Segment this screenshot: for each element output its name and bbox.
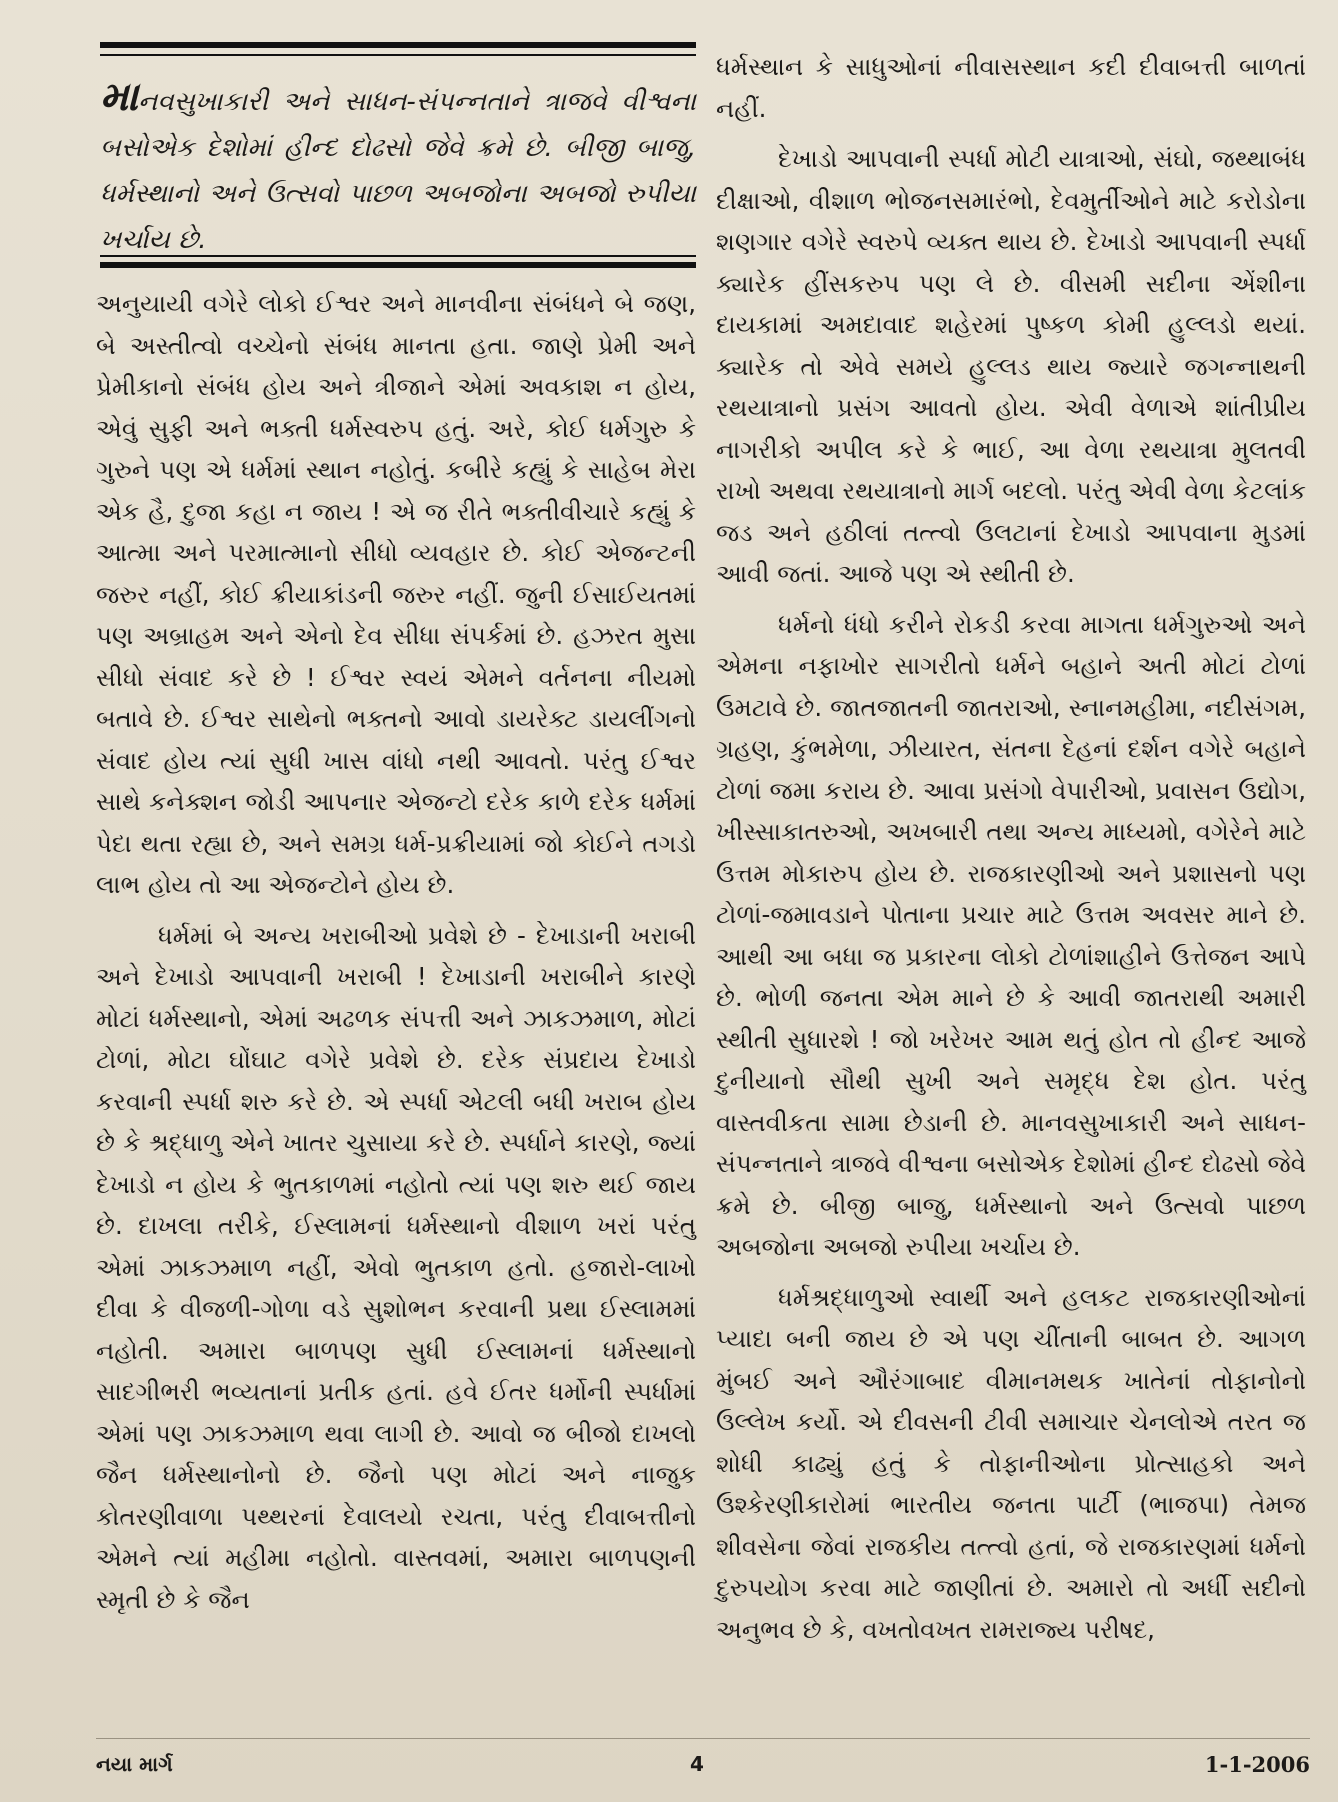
pull-quote-bottom-rules [100,255,696,274]
pull-quote-body: નવસુખાકારી અને સાધન-સંપન્નતાને ત્રાજવે વીશ્વના બસોએક દેશોમાં હીન્દ દોઢસો જેવે ક્રમે છે. બીજી બાજુ, ધર્મસ્થાનો અને ઉત્સવો પાછળ અબજોના અબજો રુપીયા ખર્ચાય છે. [100,87,696,255]
right-column [716,46,1306,1659]
right-paragraph-2: દેખાડો આપવાની સ્પર્ધા મોટી યાત્રાઓ, સંઘો, જથ્થાબંધ દીક્ષાઓ, વીશાળ ભોજનસમારંભો, દેવમુર્તીઓને માટે કરોડોના શણગાર વગેરે સ્વરુપે વ્યક્ત થાય છે. દેખાડો આપવાની સ્પર્ધા ક્યારેક હીંસકરુપ પણ લે છે. વીસમી સદીના એંશીના દાયકામાં અમદાવાદ શહેરમાં પુષ્કળ કોમી હુલ્લડો થયાં. ક્યારેક તો એવે સમયે હુલ્લડ થાય જ્યારે જગન્નાથની રથયાત્રાનો પ્રસંગ આવતો હોય. એવી વેળાએ શાંતીપ્રીય નાગરીકો અપીલ કરે કે ભાઈ, આ વેળા રથયાત્રા મુલતવી રાખો અથવા રથયાત્રાનો માર્ગ બદલો. પરંતુ એવી વેળા કેટલાંક જડ અને હઠીલાં તત્ત્વો ઉલટાનાં દેખાડો આપવાના મુડમાં આવી જતાં. આજે પણ એ સ્થીતી છે. [716,144,1306,588]
right-paragraph-1: ધર્મસ્થાન કે સાધુઓનાં નીવાસસ્થાન કદી દીવાબત્તી બાળતાં નહીં. [716,52,1306,123]
issue-date: 1-1-2006 [1204,1752,1310,1777]
left-paragraph-2: ધર્મમાં બે અન્ય ખરાબીઓ પ્રવેશે છે - દેખાડાની ખરાબી અને દેખાડો આપવાની ખરાબી ! દેખાડાની ખરાબીને કારણે મોટાં ધર્મસ્થાનો, એમાં અઢળક સંપત્તી અને ઝાકઝમાળ, મોટાં ટોળાં, મોટા ઘોંઘાટ વગેરે પ્રવેશે છે. દરેક સંપ્રદાય દેખાડો કરવાની સ્પર્ધા શરુ કરે છે. એ સ્પર્ધા એટલી બધી ખરાબ હોય છે કે શ્રદ્ધાળુ એને ખાતર ચુસાયા કરે છે. સ્પર્ધાને કારણે, જ્યાં દેખાડો ન હોય કે ભુતકાળમાં નહોતો ત્યાં પણ શરુ થઈ જાય છે. દાખલા તરીકે, ઈસ્લામનાં ધર્મસ્થાનો વીશાળ ખરાં પરંતુ એમાં ઝાકઝમાળ નહીં, એવો ભુતકાળ હતો. હજારો-લાખો દીવા કે વીજળી-ગોળા વડે સુશોભન કરવાની પ્રથા ઈસ્લામમાં નહોતી. અમારા બાળપણ સુધી ઈસ્લામનાં ધર્મસ્થાનો સાદગીભરી ભવ્યતાનાં પ્રતીક હતાં. હવે ઈતર ધર્મોની સ્પર્ધામાં એમાં પણ ઝાકઝમાળ થવા લાગી છે. આવો જ બીજો દાખલો જૈન ધર્મસ્થાનોનો છે. જૈનો પણ મોટાં અને નાજુક કોતરણીવાળા પથ્થરનાં દેવાલયો રચતા, પરંતુ દીવાબત્તીનો એમને ત્યાં મહીમા નહોતો. વાસ્તવમાં, અમારા બાળપણની સ્મૃતી છે કે જૈન [96,920,696,1614]
pull-quote-bottom-thin-rule [100,255,696,257]
page-footer [96,1752,1310,1786]
pull-quote-top-rule [100,42,696,48]
publication-name: નયા માર્ગ [96,1752,173,1776]
pull-quote-text [100,56,696,275]
left-paragraph-1: અનુયાયી વગેરે લોકો ઈશ્વર અને માનવીના સંબંધને બે જણ, બે અસ્તીત્વો વચ્ચેનો સંબંધ માનતા હતા. જાણે પ્રેમી અને પ્રેમીકાનો સંબંધ હોય અને ત્રીજાને એમાં અવકાશ ન હોય, એવું સુફી અને ભક્તી ધર્મસ્વરુપ હતું. અરે, કોઈ ધર્મગુરુ કે ગુરુને પણ એ ધર્મમાં સ્થાન નહોતું. કબીરે કહ્યું કે સાહેબ મેરા એક હૈ, દુજા કહા ન જાય ! એ જ રીતે ભક્તીવીચારે કહ્યું કે આત્મા અને પરમાત્માનો સીધો વ્યવહાર છે. કોઈ એજન્ટની જરુર નહીં, કોઈ ક્રીયાકાંડની જરુર નહીં. જુની ઈસાઈયતમાં પણ અબ્રાહમ અને એનો દેવ સીધા સંપર્કમાં છે. હઝરત મુસા સીધો સંવાદ કરે છે ! ઈશ્વર સ્વયં એમને વર્તનના નીયમો બતાવે છે. ઈશ્વર સાથેનો ભક્તનો આવો ડાયરેક્ટ ડાયલીંગનો સંવાદ હોય ત્યાં સુધી ખાસ વાંધો નથી આવતો. પરંતુ ઈશ્વર સાથે કનેક્શન જોડી આપનાર એજન્ટો દરેક કાળે દરેક ધર્મમાં પેદા થતા રહ્યા છે, અને સમગ્ર ધર્મ-પ્રક્રીયામાં જો કોઈને તગડો લાભ હોય તો આ એજન્ટોને હોય છે. [96,289,696,899]
pull-quote-bottom-thick-rule [100,262,696,268]
left-column [96,283,696,1629]
pull-quote-drop-cap: મા [100,74,139,120]
right-paragraph-4: ધર્મશ્રદ્ધાળુઓ સ્વાર્થી અને હલકટ રાજકારણીઓનાં પ્યાદા બની જાય છે એ પણ ચીંતાની બાબત છે. આગળ મુંબઈ અને ઔરંગાબાદ વીમાનમથક ખાતેનાં તોફાનોનો ઉલ્લેખ કર્યો. એ દીવસની ટીવી સમાચાર ચેનલોએ તરત જ શોધી કાઢ્યું હતું કે તોફાનીઓના પ્રોત્સાહકો અને ઉશ્કેરણીકારોમાં ભારતીય જનતા પાર્ટી (ભાજપા) તેમજ શીવસેના જેવાં રાજકીય તત્ત્વો હતાં, જે રાજકારણમાં ધર્મનો દુરુપયોગ કરવા માટે જાણીતાં છે. અમારો તો અર્ધી સદીનો અનુભવ છે કે, વખતોવખત રામરાજ્ય પરીષદ, [716,1282,1306,1644]
page-number: 4 [690,1752,704,1776]
footer-rule [96,1738,1310,1739]
right-paragraph-3: ધર્મનો ધંધો કરીને રોકડી કરવા માગતા ધર્મગુરુઓ અને એમના નફાખોર સાગરીતો ધર્મને બહાને અતી મોટાં ટોળાં ઉમટાવે છે. જાતજાતની જાતરાઓ, સ્નાનમહીમા, નદીસંગમ, ગ્રહણ, કુંભમેળા, ઝીયારત, સંતના દેહનાં દર્શન વગેરે બહાને ટોળાં જમા કરાય છે. આવા પ્રસંગો વેપારીઓ, પ્રવાસન ઉદ્યોગ, ખીસ્સાકાતરુઓ, અખબારી તથા અન્ય માધ્યમો, વગેરેને માટે ઉત્તમ મોકારુપ હોય છે. રાજકારણીઓ અને પ્રશાસનો પણ ટોળાં-જમાવડાને પોતાના પ્રચાર માટે ઉત્તમ અવસર માને છે. આથી આ બધા જ પ્રકારના લોકો ટોળાંશાહીને ઉત્તેજન આપે છે. ભોળી જનતા એમ માને છે કે આવી જાતરાથી અમારી સ્થીતી સુધારશે ! જો ખરેખર આમ થતું હોત તો હીન્દ આજે દુનીયાનો સૌથી સુખી અને સમૃદ્ધ દેશ હોત. પરંતુ વાસ્તવીકતા સામા છેડાની છે. માનવસુખાકારી અને સાધન-સંપન્નતાને ત્રાજવે વીશ્વના બસોએક દેશોમાં હીન્દ દોઢસો જેવે ક્રમે છે. બીજી બાજુ, ધર્મસ્થાનો અને ઉત્સવો પાછળ અબજોના અબજો રુપીયા ખર્ચાય છે. [716,609,1306,1261]
pull-quote [100,42,696,275]
